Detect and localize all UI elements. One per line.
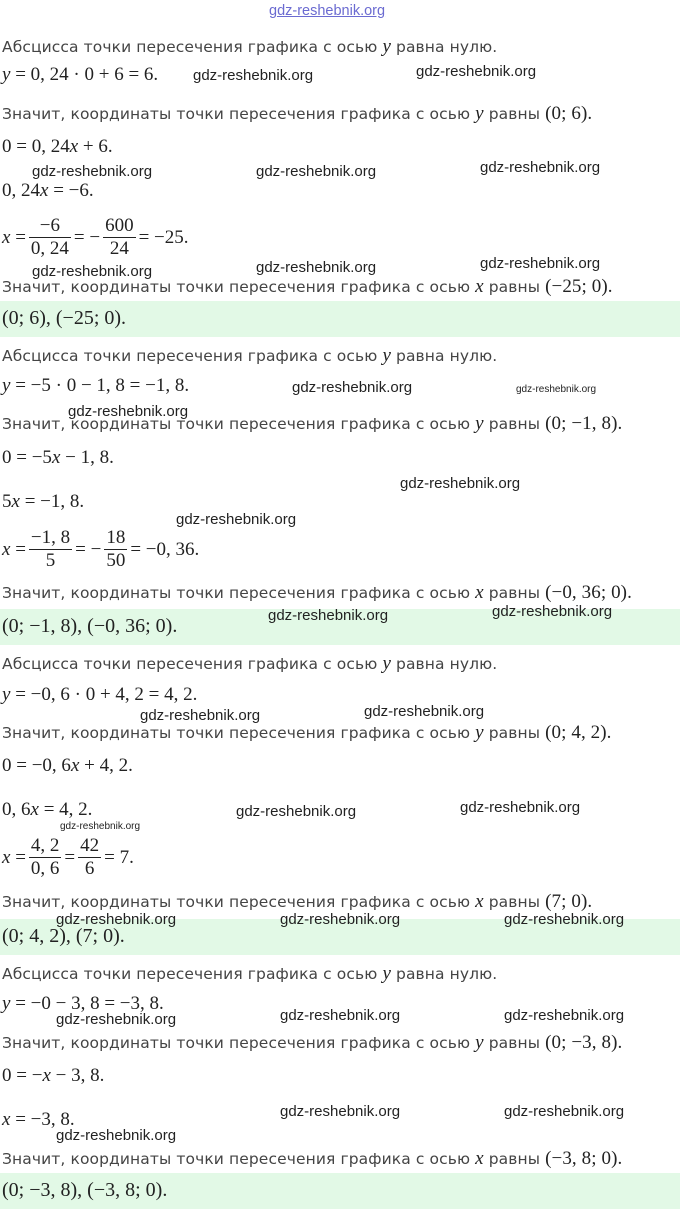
s1-answer: (0; 6), (−25; 0). [2, 307, 127, 329]
s3-frac-1-den: 0, 6 [30, 858, 60, 879]
site-link[interactable]: gdz-reshebnik.org [269, 3, 386, 19]
s2-statement-1 [2, 345, 497, 367]
s2-t2: Значит, координаты точки пересечения графика с осью [2, 415, 471, 433]
s1-frac-1-num: −6 [29, 215, 71, 238]
s4-axis-x: x [475, 1148, 484, 1169]
watermark: gdz-reshebnik.org [280, 1007, 401, 1024]
s1-frac-2-num: 600 [105, 215, 134, 236]
s3-point-y: (0; 4, 2). [545, 722, 612, 743]
watermark: gdz-reshebnik.org [516, 384, 597, 395]
s3-t3: Значит, координаты точки пересечения графика с осью [2, 893, 471, 911]
s2-var-x-3: x [2, 538, 11, 560]
s3-frac-1-num: 4, 2 [30, 835, 60, 856]
s4-point-x: (−3, 8; 0). [545, 1148, 623, 1169]
s3-t2: Значит, координаты точки пересечения графика с осью [2, 724, 471, 742]
watermark: gdz-reshebnik.org [480, 159, 601, 176]
s1-eq-3 [2, 180, 94, 202]
s3-t3b: равны [488, 893, 541, 911]
s3-m2: 0 = −0, 6 [2, 755, 71, 776]
s2-m1: = −5 · 0 − 1, 8 = −1, 8. [15, 375, 190, 396]
watermark: gdz-reshebnik.org [268, 607, 389, 624]
s3-axis-y-2: y [475, 722, 484, 743]
s1-m3b: = −6. [53, 180, 94, 201]
s3-var-x-3: x [2, 846, 11, 868]
s1-eq-2 [2, 136, 113, 158]
s1-m1: = 0, 24 · 0 + 6 = 6. [15, 64, 159, 85]
s3-m1: = −0, 6 · 0 + 4, 2 = 4, 2. [15, 684, 198, 705]
s3-frac-2-num: 42 [80, 835, 100, 856]
s3-eq-2 [2, 755, 133, 777]
s1-point-x: (−25; 0). [545, 276, 613, 297]
s2-statement-3 [2, 582, 632, 604]
watermark: gdz-reshebnik.org [56, 1011, 177, 1028]
watermark: gdz-reshebnik.org [68, 403, 189, 420]
s2-m2: 0 = −5 [2, 447, 52, 468]
s2-m3b: = −1, 8. [24, 491, 85, 512]
watermark: gdz-reshebnik.org [60, 821, 141, 832]
watermark: gdz-reshebnik.org [256, 259, 377, 276]
s4-t3: Значит, координаты точки пересечения графика с осью [2, 1150, 471, 1168]
s4-m2b: − 3, 8. [55, 1065, 105, 1086]
watermark: gdz-reshebnik.org [32, 163, 153, 180]
s4-axis-y: y [382, 963, 391, 984]
s1-m3: 0, 24 [2, 180, 40, 201]
s3-f-end: = 7. [104, 846, 134, 868]
s2-m3: 5 [2, 491, 12, 512]
s2-answer: (0; −1, 8), (−0, 36; 0). [2, 615, 178, 637]
s3-frac-2-den: 6 [84, 858, 95, 879]
s2-axis-y-2: y [475, 413, 484, 434]
s1-m2: 0 = 0, 24 [2, 136, 70, 157]
s1-t3b: равны [488, 278, 541, 296]
s1-m2b: + 6. [82, 136, 113, 157]
s4-var-x-2: x [2, 1109, 11, 1130]
s3-statement-1 [2, 653, 497, 675]
s2-frac-2-num: 18 [106, 527, 126, 548]
s2-frac-1-den: 5 [45, 550, 56, 571]
s4-t1: Абсцисса точки пересечения графика с осью [2, 965, 378, 983]
s4-var-x: x [42, 1065, 51, 1086]
s2-f-mid: = − [75, 538, 102, 560]
s1-var-y: y [2, 64, 11, 85]
s3-var-y: y [2, 684, 11, 705]
s2-var-x: x [51, 447, 61, 468]
watermark: gdz-reshebnik.org [176, 511, 297, 528]
s2-axis-y: y [382, 345, 391, 366]
s1-frac-1 [29, 215, 71, 260]
s2-point-x: (−0, 36; 0). [545, 582, 632, 603]
s1-var-x-2: x [40, 180, 49, 201]
s3-frac-1 [29, 835, 62, 880]
s1-f-end: = −25. [138, 226, 189, 248]
s3-axis-x: x [475, 891, 484, 912]
s2-point-y: (0; −1, 8). [545, 413, 623, 434]
s4-point-y: (0; −3, 8). [545, 1032, 623, 1053]
s4-t2b: равны [488, 1034, 541, 1052]
watermark: gdz-reshebnik.org [193, 67, 314, 84]
s4-statement-2 [2, 1032, 622, 1054]
watermark: gdz-reshebnik.org [504, 911, 625, 928]
s2-frac-2-den: 50 [106, 550, 126, 571]
s3-answer: (0; 4, 2), (7; 0). [2, 925, 125, 947]
s2-t3b: равны [488, 584, 541, 602]
s2-t1: Абсцисса точки пересечения графика с осью [2, 347, 378, 365]
s4-axis-y-2: y [475, 1032, 484, 1053]
s3-t2b: равны [488, 724, 541, 742]
s2-t1b: равна нулю. [396, 347, 498, 365]
s2-eq-1 [2, 375, 189, 397]
watermark: gdz-reshebnik.org [480, 255, 601, 272]
s3-m2b: + 4, 2. [84, 755, 133, 776]
s4-statement-1 [2, 963, 497, 985]
s3-f-mid: = [64, 846, 76, 868]
s1-point-y: (0; 6). [545, 103, 593, 124]
s1-t1: Абсцисса точки пересечения графика с осью [2, 38, 378, 56]
s1-t2b: равны [488, 105, 541, 123]
s2-f-end: = −0, 36. [130, 538, 200, 560]
s2-t2b: равны [488, 415, 541, 433]
s4-t3b: равны [488, 1150, 541, 1168]
s1-eq-fraction: x = $\frac{-6}{0, 24}$ = − $\frac{600}{24}$ = −25. [2, 215, 189, 259]
s1-t2: Значит, координаты точки пересечения графика с осью [2, 105, 471, 123]
s2-frac-1-num: −1, 8 [30, 527, 71, 548]
watermark: gdz-reshebnik.org [292, 379, 413, 396]
s3-var-x-2: x [30, 799, 39, 820]
s1-frac-2 [103, 215, 136, 260]
watermark: gdz-reshebnik.org [364, 703, 485, 720]
s3-point-x: (7; 0). [545, 891, 593, 912]
s1-eq-1 [2, 64, 158, 86]
s1-frac-1-den: 0, 24 [30, 238, 69, 259]
s4-statement-3 [2, 1148, 622, 1170]
s1-axis-y: y [382, 36, 391, 57]
s1-statement-2 [2, 103, 592, 125]
watermark: gdz-reshebnik.org [416, 63, 537, 80]
watermark: gdz-reshebnik.org [32, 263, 153, 280]
s1-t1b: равна нулю. [396, 38, 498, 56]
s1-var-x: x [69, 136, 79, 157]
s2-frac-2 [104, 527, 127, 572]
s2-var-x-2: x [11, 491, 20, 512]
s3-statement-3 [2, 891, 592, 913]
watermark: gdz-reshebnik.org [56, 911, 177, 928]
s2-var-y: y [2, 375, 11, 396]
s1-f-mid: = − [73, 226, 101, 248]
watermark: gdz-reshebnik.org [504, 1103, 625, 1120]
s3-m3b: = 4, 2. [43, 799, 93, 820]
s4-t2: Значит, координаты точки пересечения графика с осью [2, 1034, 471, 1052]
s4-m1: = −0 − 3, 8 = −3, 8. [15, 993, 164, 1014]
watermark: gdz-reshebnik.org [460, 799, 581, 816]
s4-m3b: = −3, 8. [15, 1109, 75, 1130]
s4-t1b: равна нулю. [396, 965, 498, 983]
s1-axis-y-2: y [475, 103, 484, 124]
s3-m3: 0, 6 [2, 799, 31, 820]
s4-var-y: y [2, 993, 11, 1014]
watermark: gdz-reshebnik.org [280, 1103, 401, 1120]
s3-t1: Абсцисса точки пересечения графика с осью [2, 655, 378, 673]
watermark: gdz-reshebnik.org [56, 1127, 177, 1144]
watermark: gdz-reshebnik.org [492, 603, 613, 620]
watermark: gdz-reshebnik.org [256, 163, 377, 180]
s2-m2b: − 1, 8. [65, 447, 114, 468]
s3-var-x: x [70, 755, 80, 776]
s2-eq-fraction: x = $\frac{-1, 8}{5}$ = − $\frac{18}{50}$ = −0, 36. [2, 527, 200, 571]
s1-statement-1 [2, 36, 497, 58]
s3-axis-y: y [382, 653, 391, 674]
s3-frac-2 [78, 835, 101, 880]
watermark: gdz-reshebnik.org [236, 803, 357, 820]
s2-eq-3 [2, 491, 84, 513]
s4-answer: (0; −3, 8), (−3, 8; 0). [2, 1179, 168, 1201]
s3-eq-1 [2, 684, 197, 706]
s3-t1b: равна нулю. [396, 655, 498, 673]
s1-t3: Значит, координаты точки пересечения графика с осью [2, 278, 471, 296]
watermark: gdz-reshebnik.org [504, 1007, 625, 1024]
s2-t3: Значит, координаты точки пересечения графика с осью [2, 584, 471, 602]
watermark: gdz-reshebnik.org [400, 475, 521, 492]
s3-eq-3 [2, 799, 92, 821]
watermark: gdz-reshebnik.org [140, 707, 261, 724]
s2-axis-x: x [475, 582, 484, 603]
s2-eq-2 [2, 447, 114, 469]
s1-frac-2-den: 24 [109, 238, 129, 259]
s1-var-x-3: x [2, 226, 11, 248]
s3-statement-2 [2, 722, 612, 744]
s4-m2: 0 = − [2, 1065, 43, 1086]
s1-axis-x: x [475, 276, 484, 297]
s2-frac-1 [29, 527, 72, 572]
watermark: gdz-reshebnik.org [280, 911, 401, 928]
s4-eq-2 [2, 1065, 104, 1087]
s3-eq-fraction: x = $\frac{4, 2}{0, 6}$ = $\frac{42}{6}$ = 7. [2, 835, 134, 879]
